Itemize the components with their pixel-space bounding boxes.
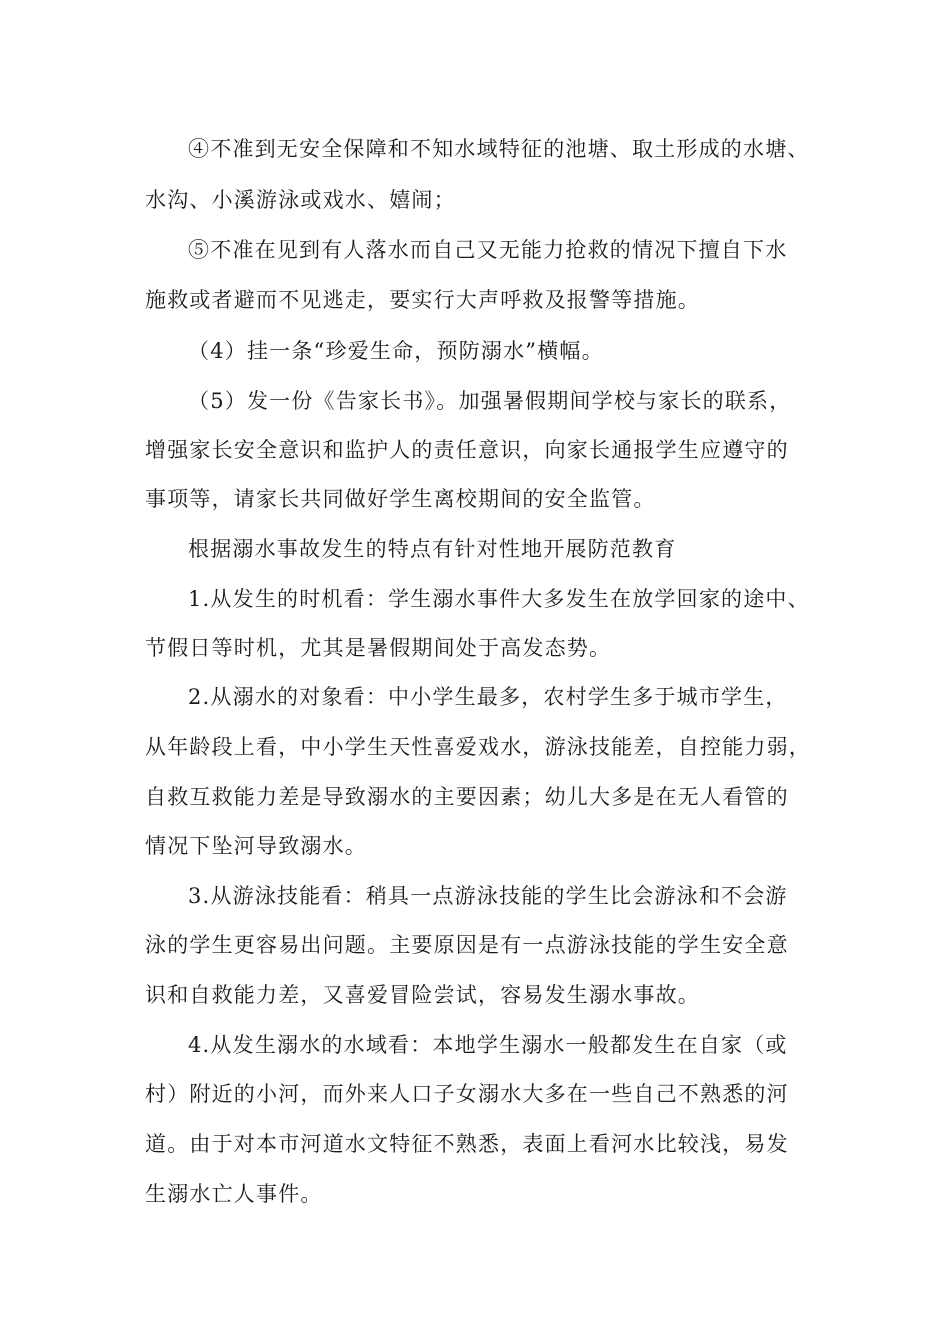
paragraph-line: （5）发一份《告家长书》。加强暑假期间学校与家长的联系， <box>188 389 792 413</box>
section-heading: 根据溺水事故发生的特点有针对性地开展防范教育 <box>188 537 677 561</box>
paragraph-line: ④不准到无安全保障和不知水域特征的池塘、取土形成的水塘、 <box>188 137 810 161</box>
paragraph-line: 4.从发生溺水的水域看：本地学生溺水一般都发生在自家（或 <box>188 1033 788 1057</box>
paragraph-line: 从年龄段上看，中小学生天性喜爱戏水，游泳技能差，自控能力弱， <box>145 735 811 759</box>
paragraph-line: 自救互救能力差是导致溺水的主要因素；幼儿大多是在无人看管的 <box>145 785 789 809</box>
paragraph-line: 泳的学生更容易出问题。主要原因是有一点游泳技能的学生安全意 <box>145 933 789 957</box>
paragraph-line: 村）附近的小河，而外来人口子女溺水大多在一些自己不熟悉的河 <box>145 1082 789 1106</box>
paragraph-line: 水沟、小溪游泳或戏水、嬉闹； <box>145 188 456 212</box>
paragraph-line: 事项等，请家长共同做好学生离校期间的安全监管。 <box>145 487 656 511</box>
paragraph-line: 道。由于对本市河道水文特征不熟悉，表面上看河水比较浅，易发 <box>145 1132 789 1156</box>
paragraph-line: 1.从发生的时机看：学生溺水事件大多发生在放学回家的途中、 <box>188 587 810 611</box>
paragraph-line: 2.从溺水的对象看：中小学生最多，农村学生多于城市学生， <box>188 685 788 709</box>
paragraph-line: 识和自救能力差，又喜爱冒险尝试，容易发生溺水事故。 <box>145 983 700 1007</box>
paragraph-line: 生溺水亡人事件。 <box>145 1182 323 1206</box>
paragraph-line: 节假日等时机，尤其是暑假期间处于高发态势。 <box>145 636 612 660</box>
paragraph-line: 情况下坠河导致溺水。 <box>145 834 367 858</box>
paragraph-line: 施救或者避而不见逃走，要实行大声呼救及报警等措施。 <box>145 288 700 312</box>
paragraph-line: 3.从游泳技能看：稍具一点游泳技能的学生比会游泳和不会游 <box>188 884 788 908</box>
paragraph-line: ⑤不准在见到有人落水而自己又无能力抢救的情况下擅自下水 <box>188 238 788 262</box>
paragraph-line: （4）挂一条“珍爱生命，预防溺水”横幅。 <box>188 339 604 363</box>
paragraph-line: 增强家长安全意识和监护人的责任意识，向家长通报学生应遵守的 <box>145 438 789 462</box>
